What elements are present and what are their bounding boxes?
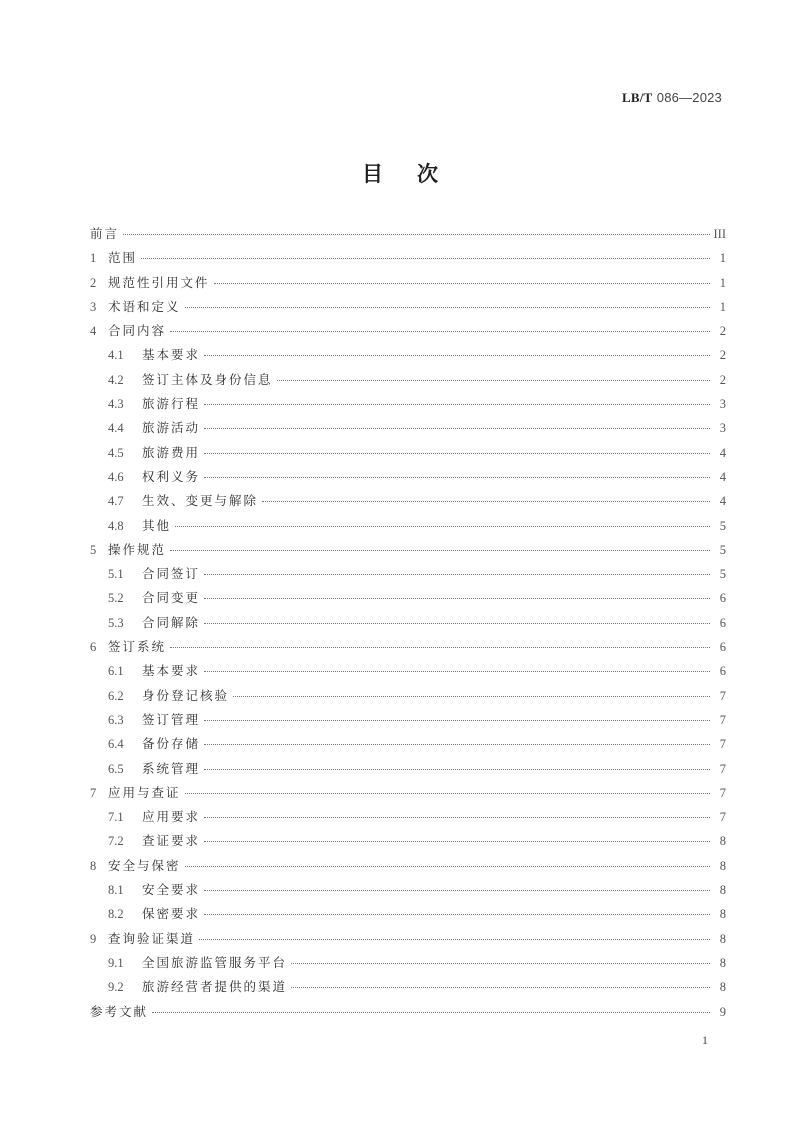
toc-entry-page: 3: [719, 421, 726, 436]
toc-entry-number: 7.2: [108, 834, 124, 849]
toc-entry-page: 1: [719, 275, 726, 290]
toc-entry-number: 2: [90, 275, 97, 290]
toc-entry-page: 8: [719, 955, 726, 970]
dot-leader: [204, 769, 710, 770]
toc-entry[interactable]: [90, 224, 726, 248]
toc-entry[interactable]: [90, 661, 726, 685]
toc-entry-page: 7: [719, 810, 726, 825]
toc-entry-page: 7: [719, 712, 726, 727]
toc-entry[interactable]: [90, 977, 726, 1001]
toc-entry-number: 8: [90, 858, 97, 873]
toc-entry-number: 5.3: [108, 615, 124, 630]
toc-entry[interactable]: [90, 273, 726, 297]
toc-entry-number: 4: [90, 324, 97, 339]
dot-leader: [204, 404, 710, 405]
toc-entry[interactable]: [90, 491, 726, 515]
toc-entry-number: 5.1: [108, 567, 124, 582]
toc-entry-page: 7: [719, 737, 726, 752]
toc-entry-number: 5: [90, 542, 97, 557]
toc-entry[interactable]: [90, 637, 726, 661]
toc-entry-page: 5: [719, 542, 726, 557]
toc-entry[interactable]: [90, 807, 726, 831]
toc-entry[interactable]: [90, 929, 726, 953]
toc-entry-label: 术语和定义: [108, 298, 181, 314]
toc-entry-number: 9.2: [108, 980, 124, 995]
toc-entry-number: 7: [90, 785, 97, 800]
toc-entry-label: 合同解除: [142, 614, 201, 630]
toc-entry-number: 8.2: [108, 907, 124, 922]
dot-leader: [204, 477, 710, 478]
dot-leader: [204, 720, 710, 721]
dot-leader: [185, 793, 710, 794]
dot-leader: [204, 453, 710, 454]
toc-entry[interactable]: [90, 394, 726, 418]
dot-leader: [141, 258, 710, 259]
toc-entry-label: 基本要求: [142, 663, 201, 679]
toc-entry[interactable]: [90, 467, 726, 491]
toc-entry[interactable]: [90, 783, 726, 807]
toc-entry[interactable]: [90, 831, 726, 855]
toc-entry-number: 4.1: [108, 348, 124, 363]
toc-entry-label: 旅游经营者提供的渠道: [142, 979, 288, 995]
dot-leader: [214, 283, 710, 284]
toc-entry-label: 规范性引用文件: [108, 274, 210, 290]
toc-entry-number: 3: [90, 299, 97, 314]
toc-entry-label: 查询验证渠道: [108, 930, 196, 946]
toc-entry-label: 应用与查证: [108, 784, 181, 800]
dot-leader: [170, 331, 710, 332]
toc-entry-label: 系统管理: [142, 760, 201, 776]
toc-entry-label: 身份登记核验: [142, 687, 230, 703]
dot-leader: [277, 380, 710, 381]
toc-entry[interactable]: [90, 686, 726, 710]
toc-entry[interactable]: [90, 516, 726, 540]
toc-entry-page: 8: [719, 931, 726, 946]
dot-leader: [204, 355, 710, 356]
dot-leader: [204, 890, 710, 891]
toc-entry[interactable]: [90, 880, 726, 904]
dot-leader: [204, 914, 710, 915]
toc-entry-number: 9.1: [108, 955, 124, 970]
toc-entry-number: 6: [90, 640, 97, 655]
toc-entry-label: 合同签订: [142, 566, 201, 582]
toc-entry-label: 保密要求: [142, 906, 201, 922]
toc-entry-label: 合同内容: [108, 323, 167, 339]
toc-entry-label: 权利义务: [142, 468, 201, 484]
toc-entry-page: 4: [719, 445, 726, 460]
toc-entry-page: 1: [719, 299, 726, 314]
toc-entry-page: 8: [719, 907, 726, 922]
dot-leader: [170, 550, 710, 551]
toc-entry-number: 6.4: [108, 737, 124, 752]
dot-leader: [204, 574, 710, 575]
toc-entry-label: 旅游活动: [142, 420, 201, 436]
toc-entry-page: 5: [719, 518, 726, 533]
toc-entry[interactable]: [90, 1002, 726, 1026]
toc-entry[interactable]: [90, 321, 726, 345]
toc-entry-page: 9: [719, 1004, 726, 1019]
toc-entry-page: 6: [719, 615, 726, 630]
toc-entry-page: 4: [719, 469, 726, 484]
toc-entry-page: 6: [719, 664, 726, 679]
toc-entry-number: 4.4: [108, 421, 124, 436]
toc-entry-page: III: [713, 227, 726, 241]
toc-entry-page: 8: [719, 883, 726, 898]
toc-entry[interactable]: [90, 564, 726, 588]
toc-entry-number: 4.8: [108, 518, 124, 533]
toc-entry[interactable]: [90, 856, 726, 880]
toc-entry-label: 旅游费用: [142, 444, 201, 460]
toc-entry-label: 旅游行程: [142, 396, 201, 412]
dot-leader: [175, 526, 710, 527]
toc-entry-label: 安全要求: [142, 882, 201, 898]
toc-entry-number: 4.5: [108, 445, 124, 460]
toc-entry[interactable]: [90, 370, 726, 394]
toc-entry-page: 8: [719, 858, 726, 873]
dot-leader: [199, 939, 710, 940]
toc-entry-label: 操作规范: [108, 541, 167, 557]
toc-entry-number: 6.3: [108, 712, 124, 727]
toc-entry-label: 其他: [142, 517, 172, 533]
toc-entry[interactable]: [90, 734, 726, 758]
toc-entry-number: 8.1: [108, 883, 124, 898]
toc-entry[interactable]: [90, 443, 726, 467]
toc-entry[interactable]: [90, 588, 726, 612]
toc-entry-number: 1: [90, 251, 97, 266]
toc-entry[interactable]: [90, 710, 726, 734]
toc-entry-label: 生效、变更与解除: [142, 493, 259, 509]
toc-entry-label: 签订管理: [142, 711, 201, 727]
toc-entry[interactable]: [90, 759, 726, 783]
dot-leader: [170, 647, 710, 648]
toc-entry-number: 6.2: [108, 688, 124, 703]
toc-entry-label: 应用要求: [142, 809, 201, 825]
toc-entry-label: 查证要求: [142, 833, 201, 849]
standard-number: 086—2023: [656, 90, 722, 105]
toc-entry-label: 签订主体及身份信息: [142, 371, 273, 387]
toc-entry-page: 6: [719, 591, 726, 606]
toc-entry-page: 3: [719, 397, 726, 412]
standard-code: [622, 90, 722, 106]
toc-entry[interactable]: [90, 540, 726, 564]
toc-entry-label: 范围: [108, 250, 138, 266]
toc-entry-number: 4.7: [108, 494, 124, 509]
dot-leader: [123, 234, 709, 235]
page-title: 目次: [362, 162, 472, 186]
table-of-contents: [90, 224, 726, 1026]
toc-entry-number: 4.2: [108, 372, 124, 387]
toc-entry-label: 合同变更: [142, 590, 201, 606]
dot-leader: [204, 744, 710, 745]
toc-entry-page: 1: [719, 251, 726, 266]
toc-entry-number: 4.3: [108, 397, 124, 412]
toc-entry-page: 8: [719, 834, 726, 849]
dot-leader: [204, 623, 710, 624]
page-number: 1: [702, 1033, 708, 1047]
toc-entry[interactable]: [90, 953, 726, 977]
dot-leader: [204, 598, 710, 599]
toc-entry-page: 7: [719, 761, 726, 776]
toc-entry-number: 6.1: [108, 664, 124, 679]
dot-leader: [233, 696, 710, 697]
toc-entry-page: 7: [719, 688, 726, 703]
toc-entry[interactable]: [90, 345, 726, 369]
toc-entry-page: 4: [719, 494, 726, 509]
dot-leader: [262, 501, 710, 502]
toc-entry-number: 6.5: [108, 761, 124, 776]
toc-entry[interactable]: [90, 248, 726, 272]
toc-entry-number: 9: [90, 931, 97, 946]
toc-entry-label: 备份存储: [142, 736, 201, 752]
dot-leader: [152, 1012, 710, 1013]
toc-entry[interactable]: [90, 904, 726, 928]
toc-entry-label: 基本要求: [142, 347, 201, 363]
dot-leader: [204, 841, 710, 842]
toc-entry-page: 8: [719, 980, 726, 995]
dot-leader: [204, 817, 710, 818]
dot-leader: [291, 987, 710, 988]
toc-entry-page: 2: [719, 324, 726, 339]
toc-entry[interactable]: [90, 613, 726, 637]
toc-entry[interactable]: [90, 297, 726, 321]
dot-leader: [185, 307, 710, 308]
dot-leader: [291, 963, 710, 964]
toc-entry-page: 2: [719, 348, 726, 363]
toc-entry-label: 前言: [90, 226, 120, 241]
dot-leader: [204, 671, 710, 672]
toc-entry-page: 2: [719, 372, 726, 387]
toc-entry-page: 5: [719, 567, 726, 582]
toc-entry-number: 4.6: [108, 469, 124, 484]
toc-entry-label: 安全与保密: [108, 857, 181, 873]
toc-entry-label: 全国旅游监管服务平台: [142, 954, 288, 970]
toc-entry-number: 7.1: [108, 810, 124, 825]
toc-entry-label: 签订系统: [108, 639, 167, 655]
standard-prefix: LB/T: [622, 90, 653, 105]
dot-leader: [185, 866, 710, 867]
dot-leader: [204, 428, 710, 429]
toc-entry-number: 5.2: [108, 591, 124, 606]
toc-entry[interactable]: [90, 418, 726, 442]
toc-entry-page: 7: [719, 785, 726, 800]
toc-entry-label: 参考文献: [90, 1003, 149, 1019]
toc-entry-page: 6: [719, 640, 726, 655]
